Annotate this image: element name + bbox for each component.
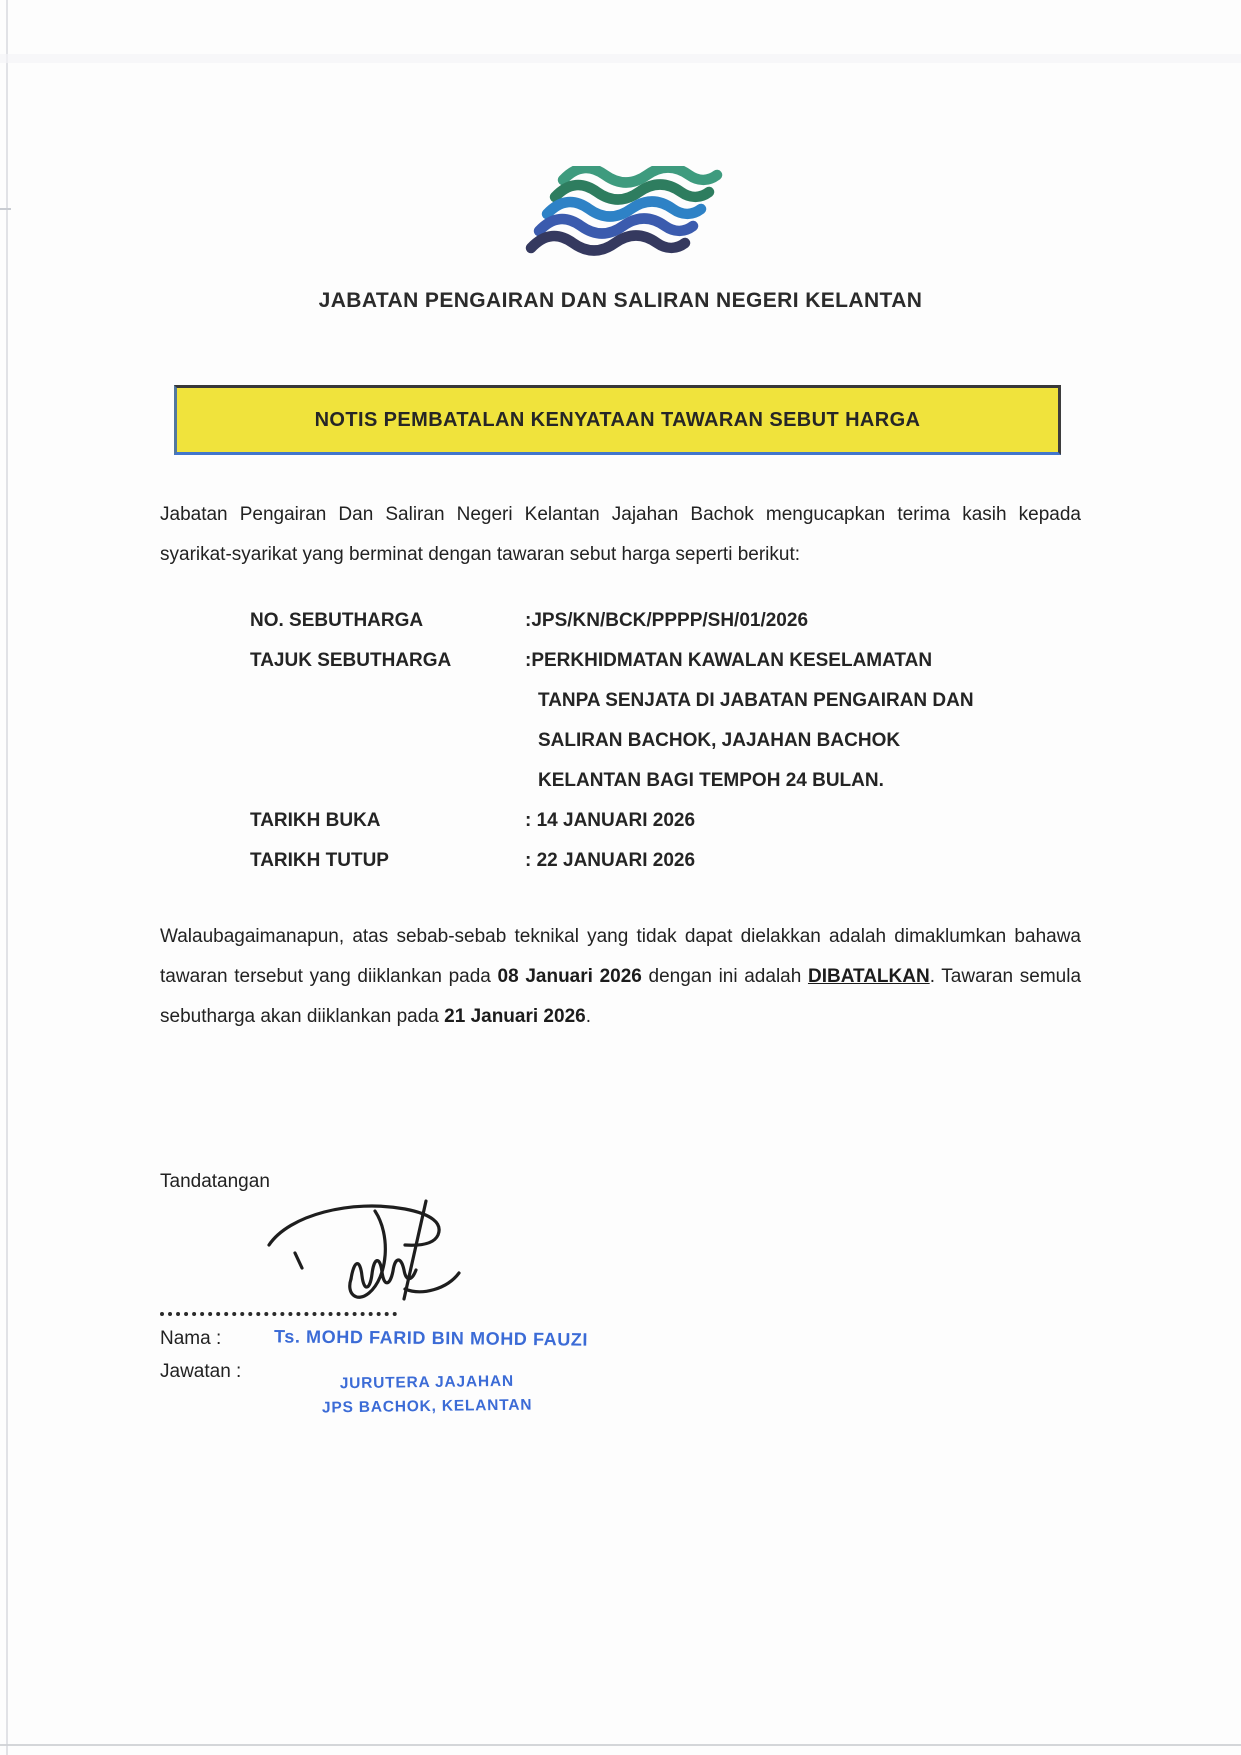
detail-row-tajuk-sebutharga [250, 641, 1081, 801]
detail-label: TAJUK SEBUTHARGA [250, 650, 452, 671]
name-label: Nama : [160, 1328, 222, 1349]
scan-edge-left [6, 0, 8, 1755]
detail-row-no-sebutharga [250, 601, 1081, 641]
cancelled-word: DIBATALKAN [807, 966, 930, 987]
quotation-details [250, 601, 1081, 881]
handwritten-signature [255, 1193, 505, 1321]
scan-edge-bottom [0, 1744, 1241, 1746]
notice-banner [174, 385, 1061, 455]
cancellation-text: . Tawaran semula sebutharga akan diiklankan pada [160, 966, 1082, 1027]
stamp-officer-name: Ts. MOHD FARID BIN MOHD FAUZI [274, 1326, 589, 1350]
detail-value: :JPS/KN/BCK/PPPP/SH/01/2026 [525, 610, 809, 631]
scan-artifact-band [0, 54, 1241, 63]
signature-block [160, 1171, 1081, 1417]
signature-label: Tandatangan [160, 1171, 270, 1192]
tajuk-line: KELANTAN BAGI TEMPOH 24 BULAN. [538, 770, 884, 791]
cancellation-paragraph [160, 917, 1081, 1037]
stamp-position-line: JURUTERA JAJAHAN [339, 1372, 514, 1393]
cancellation-text: Walaubagaimanapun, atas sebab-sebab teknikal yang tidak dapat dielakkan adalah dimaklumkan bahawa tawaran tersebut yang diiklankan pada [160, 926, 1081, 987]
detail-value: : 14 JANUARI 2026 [525, 810, 696, 831]
detail-row-tarikh-buka [250, 801, 1081, 841]
position-label: Jawatan : [160, 1361, 242, 1382]
intro-paragraph: Jabatan Pengairan Dan Saliran Negeri Kelantan Jajahan Bachok mengucapkan terima kasih kepada syarikat-syarikat yang berminat dengan tawaran sebut harga seperti berikut: [160, 504, 1081, 565]
notice-banner-title: NOTIS PEMBATALAN KENYATAAN TAWARAN SEBUT HARGA [314, 408, 921, 431]
detail-value: : 22 JANUARI 2026 [525, 850, 696, 871]
stamp-position-line: JPS BACHOK, KELANTAN [321, 1396, 533, 1417]
detail-label: TARIKH TUTUP [250, 850, 389, 871]
readvertise-date: 21 Januari 2026 [444, 1006, 586, 1027]
tajuk-line: :PERKHIDMATAN KAWALAN KESELAMATAN [525, 650, 933, 671]
detail-label: TARIKH BUKA [250, 810, 381, 831]
advertised-date: 08 Januari 2026 [497, 966, 642, 987]
cancellation-text: . [585, 1006, 591, 1027]
detail-row-tarikh-tutup [250, 841, 1081, 881]
scan-artifact-tick [0, 208, 11, 210]
detail-value [525, 641, 974, 801]
cancellation-text: dengan ini adalah [641, 966, 808, 987]
stamp-officer-position [282, 1369, 573, 1421]
jps-waves-logo [517, 166, 725, 273]
tajuk-line: SALIRAN BACHOK, JAJAHAN BACHOK [538, 730, 901, 751]
name-row [160, 1328, 1081, 1350]
agency-title: JABATAN PENGAIRAN DAN SALIRAN NEGERI KELANTAN [318, 289, 923, 312]
tajuk-line: TANPA SENJATA DI JABATAN PENGAIRAN DAN [538, 690, 974, 711]
detail-label: NO. SEBUTHARGA [250, 610, 424, 631]
document-content [0, 166, 1241, 1417]
